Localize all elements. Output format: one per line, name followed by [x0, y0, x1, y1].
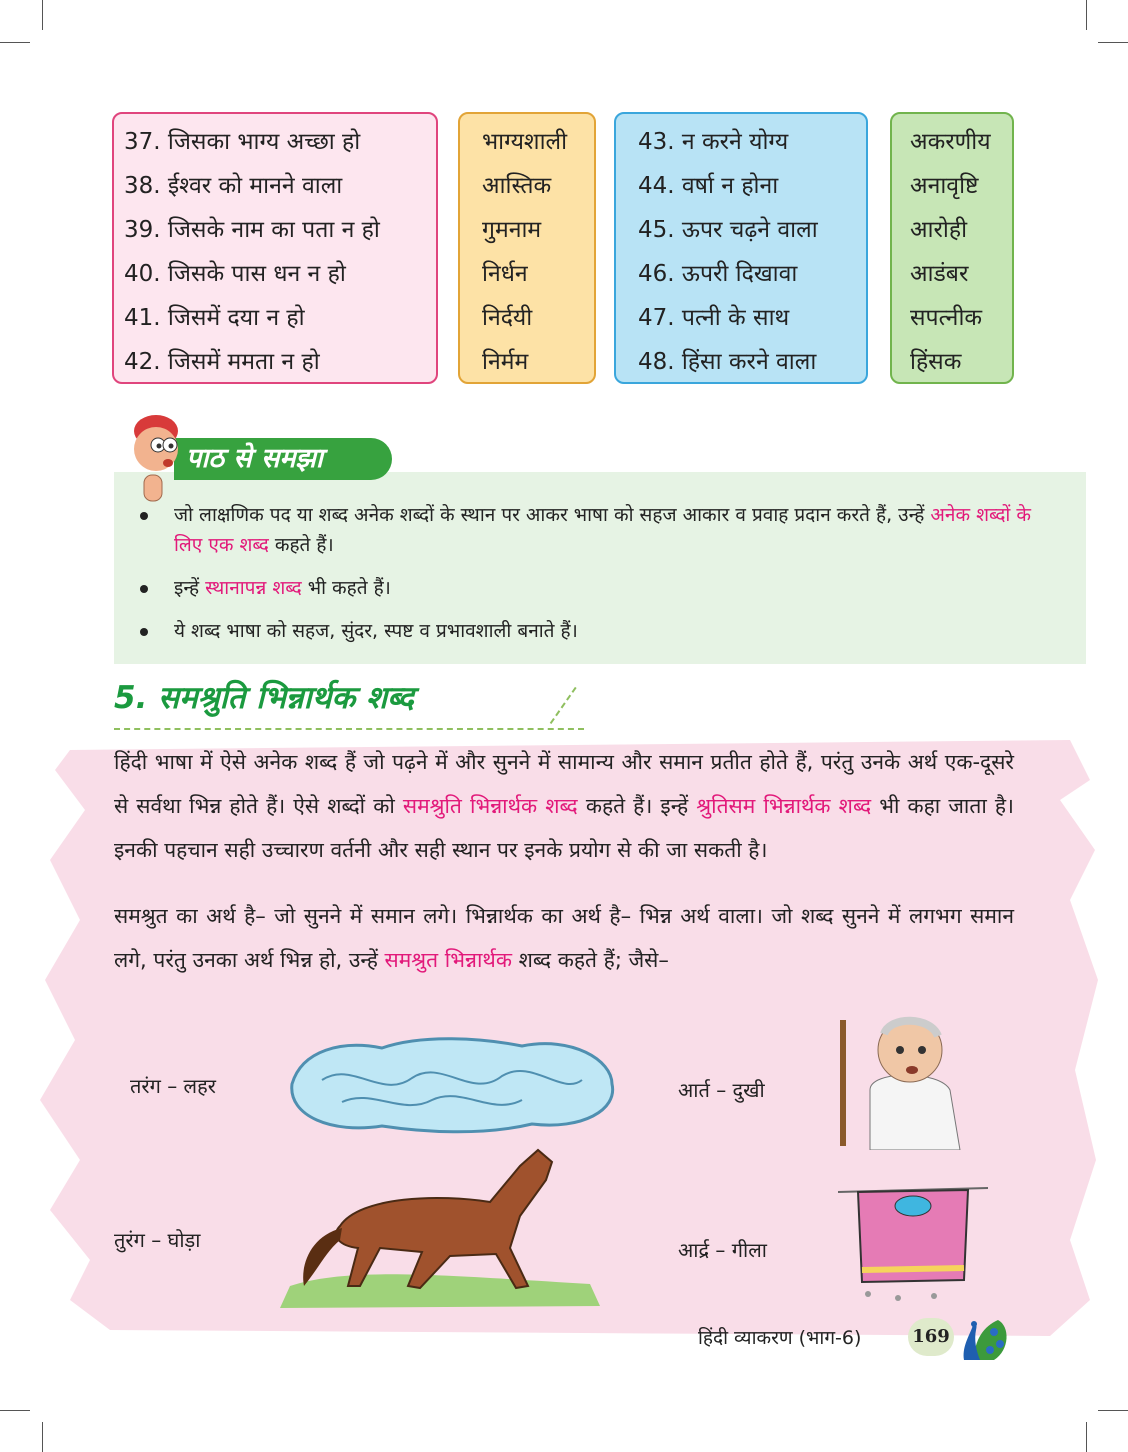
- paragraph: [114, 894, 1014, 982]
- crop-mark: [42, 1422, 43, 1452]
- phrase-row: 42. जिसमें ममता न हो: [124, 349, 320, 375]
- old-man-illustration: [830, 1000, 980, 1150]
- paragraph-text: कहते हैं। इन्हें: [577, 794, 697, 818]
- word-row: हिंसक: [910, 349, 962, 375]
- bullet-text: इन्हें: [174, 577, 206, 599]
- paragraph-text: समश्रुत का अर्थ है– जो सुनने में समान लगे। भिन्नार्थक का अर्थ है– भिन्न अर्थ वाला। जो शब्द सुनने में लगभग समान लगे, परंतु उनका अर्थ भिन्न हो, उन्हें: [114, 904, 1014, 972]
- bullet-text: भी कहते हैं।: [301, 577, 391, 599]
- bullet-text: कहते हैं।: [268, 534, 334, 556]
- word-row: आरोही: [910, 217, 968, 243]
- phrase-row: 46. ऊपरी दिखावा: [638, 261, 798, 287]
- phrase-row: 39. जिसके नाम का पता न हो: [124, 217, 380, 243]
- phrase-row: 38. ईश्वर को मानने वाला: [124, 173, 343, 199]
- waves-illustration: [282, 1030, 620, 1138]
- crop-mark: [1086, 1422, 1087, 1452]
- phrase-table-pink: [112, 112, 438, 384]
- word-row: आडंबर: [910, 261, 969, 287]
- word-row: आस्तिक: [482, 173, 552, 199]
- word-row: अकरणीय: [910, 129, 991, 155]
- word-table-yellow: [458, 112, 596, 384]
- paragraph-text: भी कहा जाता है। इनकी पहचान सही उच्चारण वर्तनी और सही स्थान पर इनके प्रयोग से की जा सकती है।: [114, 794, 1015, 862]
- word-row: भाग्यशाली: [482, 129, 568, 155]
- paragraph-text: हिंदी भाषा में ऐसे अनेक शब्द हैं जो पढ़ने में और सुनने में सामान्य और समान प्रतीत होते हैं, परंतु उनके अर्थ एक-दूसरे से सर्वथा भिन्न होते हैं। ऐसे शब्दों को: [114, 750, 1014, 818]
- book-title: हिंदी व्याकरण (भाग-6): [698, 1327, 862, 1349]
- crop-mark: [1098, 42, 1128, 43]
- phrase-row: 41. जिसमें दया न हो: [124, 305, 305, 331]
- heading-decoration: [550, 687, 579, 725]
- bullet-text: जो लाक्षणिक पद या शब्द अनेक शब्दों के स्थान पर आकर भाषा को सहज आकार व प्रवाह प्रदान करते हैं, उन्हें: [174, 504, 931, 526]
- crop-mark: [1098, 1410, 1128, 1411]
- phrase-table-blue: [614, 112, 868, 384]
- highlight-term: समश्रुत भिन्नार्थक: [384, 948, 512, 972]
- crop-mark: [1086, 0, 1087, 30]
- page-number: 169: [908, 1318, 954, 1356]
- summary-banner: पाठ से समझा: [174, 438, 392, 480]
- example-pair: आर्त – दुखी: [678, 1078, 765, 1102]
- example-pair: तरंग – लहर: [130, 1074, 216, 1098]
- bullet-dot: [140, 585, 148, 593]
- phrase-row: 47. पत्नी के साथ: [638, 305, 790, 331]
- word-row: गुमनाम: [482, 217, 542, 243]
- highlight-term: अनेक शब्दों के लिए एक शब्द: [174, 504, 1031, 556]
- word-row: निर्धन: [482, 261, 528, 287]
- word-row: निर्मम: [482, 349, 529, 375]
- phrase-row: 48. हिंसा करने वाला: [638, 349, 817, 375]
- highlight-term: श्रुतिसम भिन्नार्थक शब्द: [696, 794, 872, 818]
- section-heading: 5. समश्रुति भिन्नार्थक शब्द: [114, 680, 414, 716]
- crop-mark: [0, 42, 30, 43]
- heading-underline: [114, 728, 584, 730]
- word-row: अनावृष्टि: [910, 173, 979, 199]
- phrase-row: 43. न करने योग्य: [638, 129, 789, 155]
- paragraph: [114, 740, 1014, 872]
- highlight-term: स्थानापन्न शब्द: [205, 577, 302, 599]
- phrase-row: 37. जिसका भाग्य अच्छा हो: [124, 129, 361, 155]
- peacock-icon: [954, 1310, 1010, 1366]
- horse-illustration: [270, 1136, 610, 1314]
- crop-mark: [42, 0, 43, 30]
- summary-bullets: [140, 500, 1040, 659]
- bullet-dot: [140, 628, 148, 636]
- summary-bullet: [140, 500, 1040, 560]
- paragraph-text: शब्द कहते हैं; जैसे–: [511, 948, 669, 972]
- highlight-term: समश्रुति भिन्नार्थक शब्द: [402, 794, 578, 818]
- wet-cloth-illustration: [838, 1180, 988, 1304]
- bullet-text: ये शब्द भाषा को सहज, सुंदर, स्पष्ट व प्रभावशाली बनाते हैं।: [174, 620, 578, 642]
- summary-bullet: [140, 573, 1040, 603]
- crop-mark: [0, 1410, 30, 1411]
- summary-bullet: [140, 616, 1040, 646]
- phrase-row: 45. ऊपर चढ़ने वाला: [638, 217, 818, 243]
- example-pair: तुरंग – घोड़ा: [114, 1228, 201, 1252]
- phrase-row: 40. जिसके पास धन न हो: [124, 261, 346, 287]
- word-row: सपत्नीक: [910, 305, 983, 331]
- mascot-boy-icon: [118, 405, 198, 505]
- phrase-row: 44. वर्षा न होना: [638, 173, 779, 199]
- bullet-dot: [140, 512, 148, 520]
- word-row: निर्दयी: [482, 305, 533, 331]
- example-pair: आर्द्र – गीला: [678, 1238, 767, 1262]
- word-table-green: [890, 112, 1014, 384]
